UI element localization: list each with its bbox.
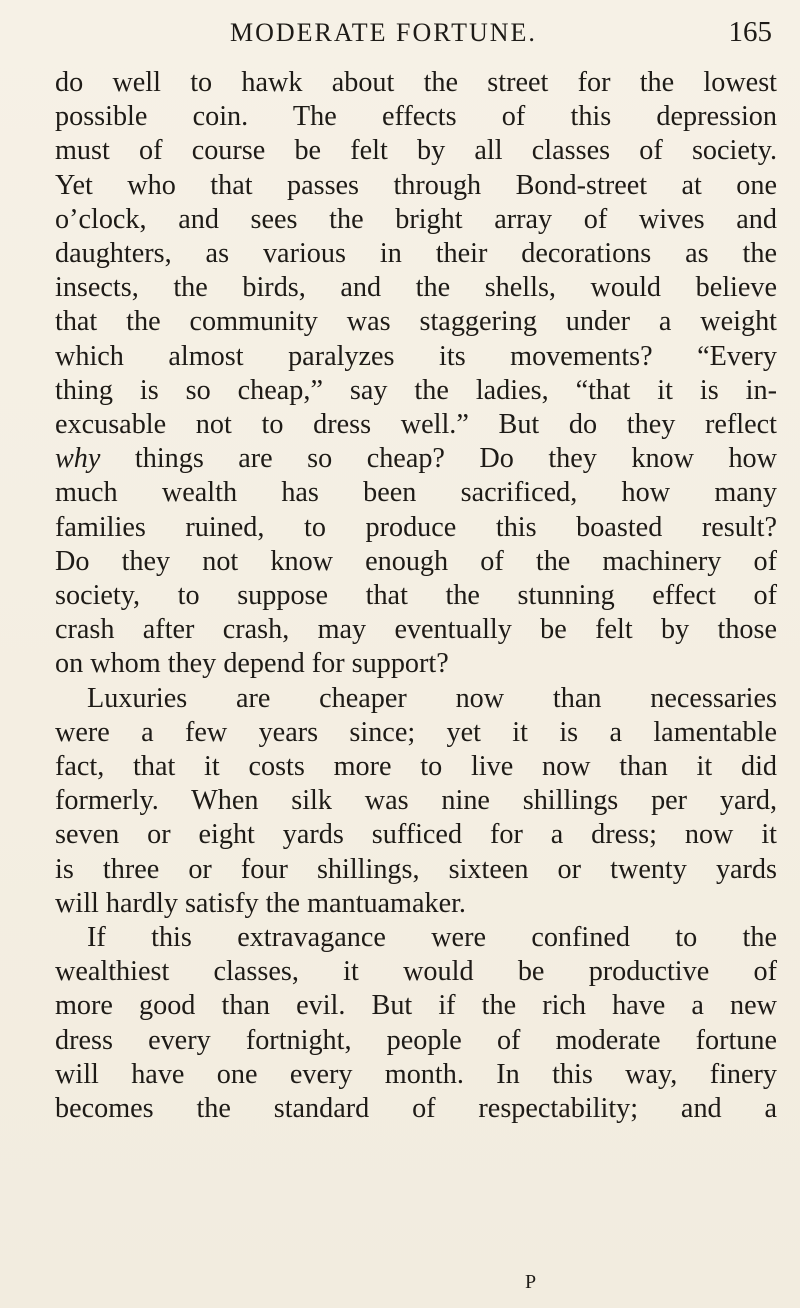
text-line: Luxuries are cheaper now than necessaries [87,682,777,714]
text-line: families ruined, to produce this boasted result? [55,511,777,543]
text-line-rest: things are so cheap? Do they know how [134,443,778,475]
italic-word: why [55,443,101,475]
running-header [60,14,772,58]
text-line: If this extravagance were confined to the [87,922,777,954]
text-line: do well to hawk about the street for the lowest [55,67,777,98]
text-line: formerly. When silk was nine shillings per yard, [55,785,777,817]
text-line: insects, the birds, and the shells, would believe [55,272,777,304]
body-text [55,66,777,1126]
text-line: that the community was staggering under a weight [55,306,777,338]
text-line: Yet who that passes through Bond-street at one [55,169,777,201]
text-line: becomes the standard of respectability; and a [55,1093,777,1125]
text-line: crash after crash, may eventually be felt by those [55,614,777,646]
text-line: on whom they depend for support? [55,648,449,680]
text-line: wealthiest classes, it would be productive of [55,956,777,988]
signature-mark: P [525,1271,537,1293]
text-line: thing is so cheap,” say the ladies, “that it is in- [55,374,777,406]
text-line: Do they not know enough of the machinery of [55,545,777,577]
running-title: MODERATE FORTUNE. [230,18,537,47]
text-line: must of course be felt by all classes of society. [55,135,777,167]
text-line: will have one every month. In this way, finery [55,1058,777,1090]
text-line: daughters, as various in their decorations as the [55,238,777,270]
text-line: is three or four shillings, sixteen or twenty yards [55,853,777,885]
text-line: possible coin. The effects of this depression [55,101,777,133]
text-line: seven or eight yards sufficed for a dress; now it [55,819,777,851]
text-line: fact, that it costs more to live now than it did [55,751,777,783]
text-line: excusable not to dress well.” But do they reflect [55,409,777,441]
text-line: will hardly satisfy the mantuamaker. [55,887,466,919]
text-line: o’clock, and sees the bright array of wives and [55,203,777,235]
text-line: society, to suppose that the stunning effect of [55,580,777,612]
text-line: dress every fortnight, people of moderate fortune [55,1024,777,1056]
text-line: much wealth has been sacrificed, how many [55,477,777,509]
text-line: which almost paralyzes its movements? “Every [55,340,777,372]
text-line-with-italic [55,442,777,476]
text-line: were a few years since; yet it is a lamentable [55,716,777,748]
page-number: 165 [728,16,772,48]
text-line: more good than evil. But if the rich have a new [55,990,777,1022]
